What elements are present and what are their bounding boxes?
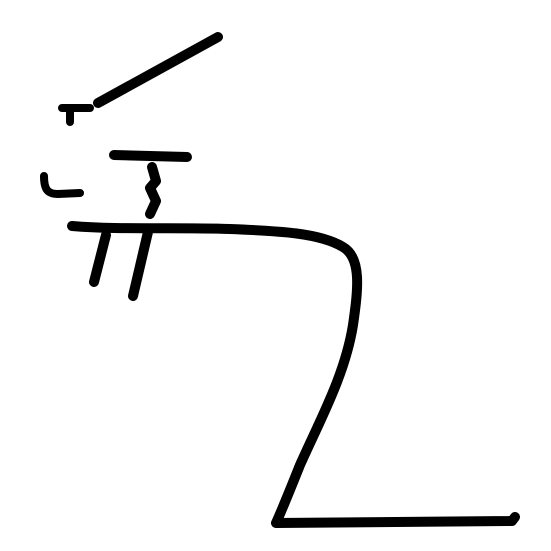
left-vertical-stroke [94, 235, 106, 282]
right-vertical-stroke [133, 232, 148, 296]
small-angled-mark [44, 176, 80, 194]
stroke-group [44, 37, 515, 523]
short-horizontal-stroke [114, 155, 187, 157]
small-mark-left [62, 108, 90, 122]
small-zigzag-mark [150, 167, 156, 214]
upper-diagonal-stroke [98, 37, 218, 103]
